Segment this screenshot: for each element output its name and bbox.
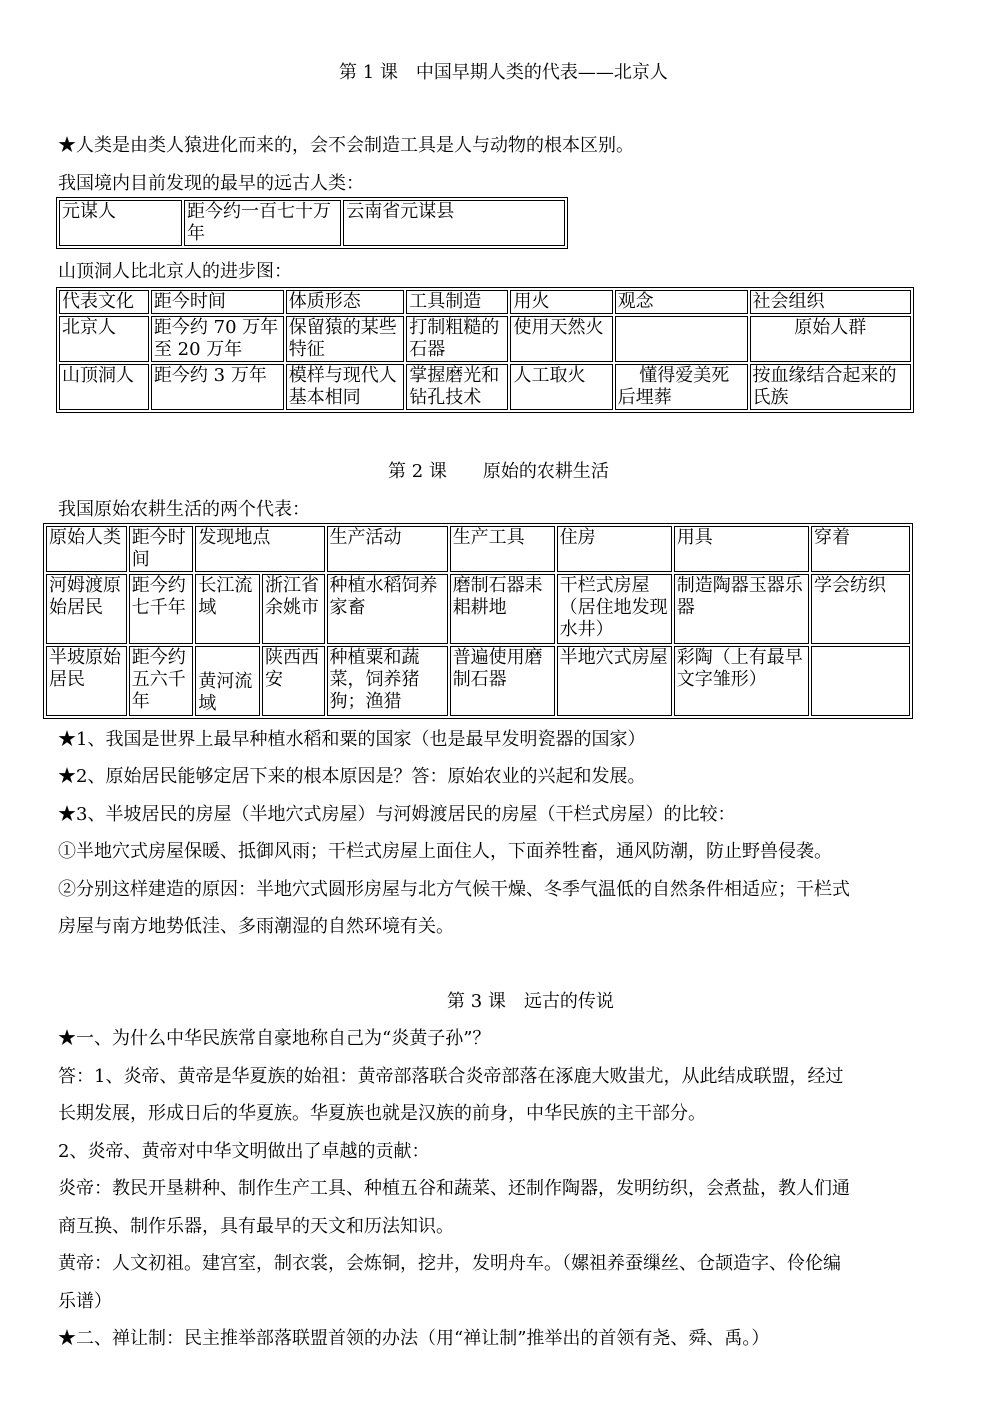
table-cell: 保留猿的某些特征 <box>286 316 405 362</box>
table-cell <box>615 316 748 362</box>
compare-table <box>56 287 914 413</box>
lesson3-line: 长期发展，形成日后的华夏族。华夏族也就是汉族的前身，中华民族的主干部分。 <box>58 1103 706 1124</box>
earliest-place: 云南省元谋县 <box>343 200 565 246</box>
lesson3-line: 黄帝：人文初祖。建宫室，制衣裳，会炼铜，挖井，发明舟车。（嫘祖养蚕缫丝、仓颉造字、伶伦编 <box>58 1253 841 1274</box>
compare-header-cell: 工具制造 <box>406 290 508 314</box>
farming-header-cell: 原始人类 <box>46 526 127 572</box>
table-cell: 按血缘结合起来的氏族 <box>750 364 911 410</box>
table-cell: 距今约五六千年 <box>129 646 194 716</box>
compare-header-row <box>59 290 911 314</box>
table-cell: 河姆渡原始居民 <box>46 574 127 644</box>
table-row <box>59 316 911 362</box>
table-cell: 磨制石器耒耜耕地 <box>450 574 555 644</box>
lesson2-point: ★1、我国是世界上最早种植水稻和粟的国家（也是最早发明瓷器的国家） <box>58 729 646 750</box>
farming-table <box>43 523 913 719</box>
lesson1-star-point: ★人类是由类人猿进化而来的，会不会制造工具是人与动物的根本区别。 <box>58 135 634 156</box>
table-cell: 长江流域 <box>195 574 260 644</box>
table-row <box>46 574 910 644</box>
table-cell: 距今约七千年 <box>129 574 194 644</box>
lesson3-title: 第 3 课 远古的传说 <box>447 991 614 1012</box>
compare-header-cell: 用火 <box>510 290 612 314</box>
lesson2-title: 第 2 课 原始的农耕生活 <box>388 461 609 482</box>
table-cell: 普遍使用磨制石器 <box>450 646 555 716</box>
table-row <box>46 646 910 716</box>
table-cell: 模样与现代人基本相同 <box>286 364 405 410</box>
lesson3-line: ★一、为什么中华民族常自豪地称自己为“炎黄子孙”？ <box>58 1028 491 1049</box>
table-cell: 种植粟和蔬菜，饲养猪狗；渔猎 <box>327 646 448 716</box>
table-cell: 距今约 3 万年 <box>151 364 284 410</box>
lesson1-intro: 我国境内目前发现的最早的远古人类： <box>58 173 364 194</box>
lesson2-intro: 我国原始农耕生活的两个代表： <box>58 499 310 520</box>
table-cell: 山顶洞人 <box>59 364 149 410</box>
table-cell: 使用天然火 <box>510 316 612 362</box>
table-cell: 人工取火 <box>510 364 612 410</box>
table-cell: 距今约 70 万年至 20 万年 <box>151 316 284 362</box>
lesson3-line: 乐谱） <box>58 1291 112 1312</box>
compare-header-cell: 社会组织 <box>750 290 911 314</box>
lesson2-point: ★2、原始居民能够定居下来的根本原因是？答：原始农业的兴起和发展。 <box>58 766 646 787</box>
table-cell: 种植水稻饲养家畜 <box>327 574 448 644</box>
lesson2-point: ②分别这样建造的原因：半地穴式圆形房屋与北方气候干燥、冬季气温低的自然条件相适应；干栏式 <box>58 879 850 900</box>
earliest-time: 距今约一百七十万年 <box>184 200 341 246</box>
lesson2-point: ①半地穴式房屋保暖、抵御风雨；干栏式房屋上面住人，下面养牲畜，通风防潮，防止野兽侵袭。 <box>58 841 832 862</box>
compare-header-cell: 距今时间 <box>151 290 284 314</box>
farming-header-row <box>46 526 910 572</box>
farming-header-cell: 用具 <box>674 526 809 572</box>
farming-header-cell: 发现地点 <box>195 526 324 572</box>
lesson3-line: 商互换、制作乐器，具有最早的天文和历法知识。 <box>58 1216 454 1237</box>
farming-header-cell: 穿着 <box>811 526 910 572</box>
compare-header-cell: 体质形态 <box>286 290 405 314</box>
lesson3-line: ★二、禅让制：民主推举部落联盟首领的办法（用“禅让制”推举出的首领有尧、舜、禹。） <box>58 1328 770 1349</box>
table-cell: 懂得爱美死后埋葬 <box>615 364 748 410</box>
lesson2-point: 房屋与南方地势低洼、多雨潮湿的自然环境有关。 <box>58 916 454 937</box>
farming-header-cell: 距今时间 <box>129 526 194 572</box>
table-cell: 打制粗糙的石器 <box>406 316 508 362</box>
table-cell: 原始人群 <box>750 316 911 362</box>
table-row <box>59 364 911 410</box>
table-cell: 掌握磨光和钻孔技术 <box>406 364 508 410</box>
lesson3-line: 炎帝：教民开垦耕种、制作生产工具、种植五谷和蔬菜、还制作陶器，发明纺织，会煮盐，教人们通 <box>58 1178 850 1199</box>
lesson3-line: 2、炎帝、黄帝对中华文明做出了卓越的贡献： <box>58 1141 430 1162</box>
lesson2-point: ★3、半坡居民的房屋（半地穴式房屋）与河姆渡居民的房屋（干栏式房屋）的比较： <box>58 804 736 825</box>
table-cell: 半地穴式房屋 <box>557 646 672 716</box>
table-cell: 制造陶器玉器乐器 <box>674 574 809 644</box>
table-cell <box>811 646 910 716</box>
earliest-name: 元谋人 <box>59 200 182 246</box>
compare-header-cell: 观念 <box>615 290 748 314</box>
table-cell: 学会纺织 <box>811 574 910 644</box>
earliest-human-table <box>56 197 568 249</box>
compare-title: 山顶洞人比北京人的进步图： <box>58 261 292 282</box>
lesson3-line: 答：1、炎帝、黄帝是华夏族的始祖：黄帝部落联合炎帝部落在涿鹿大败蚩尤，从此结成联盟，经过 <box>58 1066 844 1087</box>
farming-header-cell: 住房 <box>557 526 672 572</box>
lesson1-title: 第 1 课 中国早期人类的代表——北京人 <box>339 62 668 83</box>
table-cell: 浙江省余姚市 <box>262 574 325 644</box>
table-cell: 半坡原始居民 <box>46 646 127 716</box>
table-cell: 彩陶（上有最早文字雏形） <box>674 646 809 716</box>
farming-header-cell: 生产工具 <box>450 526 555 572</box>
table-cell: 黄河流域 <box>195 646 260 716</box>
table-cell: 陕西西安 <box>262 646 325 716</box>
farming-header-cell: 生产活动 <box>327 526 448 572</box>
table-cell: 干栏式房屋（居住地发现水井） <box>557 574 672 644</box>
table-cell: 北京人 <box>59 316 149 362</box>
compare-header-cell: 代表文化 <box>59 290 149 314</box>
